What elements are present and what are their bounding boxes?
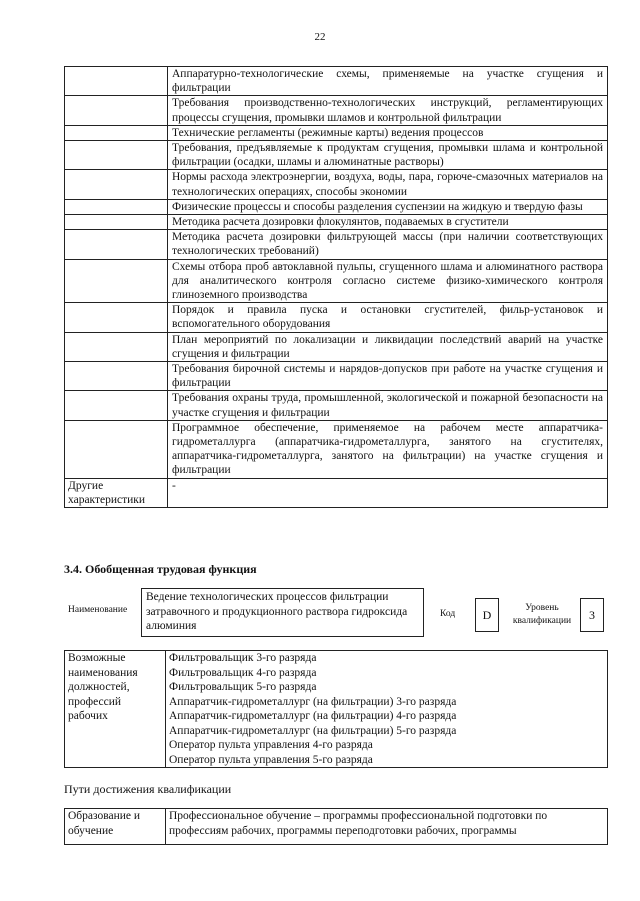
empty-cell (65, 230, 168, 259)
education-value: Профессиональное обучение – программы профессиональной подготовки по профессиям рабочих, программы переподготовки рабочих, программы (166, 809, 608, 845)
position-item: Аппаратчик-гидрометаллург (на фильтрации) 3-го разряда (169, 695, 457, 708)
empty-cell (65, 125, 168, 140)
requirements-table (64, 66, 608, 508)
table-row (65, 809, 608, 845)
code-label: Код (440, 609, 456, 619)
requirement-item: Методика расчета дозировки фильтрующей массы (при наличии соответствующих технологических требований) (168, 230, 608, 259)
education-table (64, 808, 608, 845)
requirement-item: Схемы отбора проб автоклавной пульпы, сгущенного шлама и алюминатного раствора для аналитического контроля согласно системе физико-химического контроля глиноземного производства (168, 259, 608, 303)
table-row (65, 215, 608, 230)
empty-cell (65, 199, 168, 214)
section-title: 3.4. Обобщенная трудовая функция (64, 562, 257, 576)
table-row (65, 259, 608, 303)
page-number: 22 (314, 31, 326, 43)
code-value-box: D (475, 598, 499, 632)
requirement-item: Физические процессы и способы разделения суспензии на жидкую и твердую фазы (168, 199, 608, 214)
name-label: Наименование (68, 605, 128, 615)
table-row (65, 332, 608, 361)
table-row-other (65, 478, 608, 507)
education-label: Образование и обучение (65, 809, 166, 845)
requirement-item: Требования производственно-технологических инструкций, регламентирующих процессы сгущения, промывки шламов и контрольной фильтрации (168, 96, 608, 125)
empty-cell (65, 141, 168, 170)
empty-cell (65, 215, 168, 230)
table-row (65, 141, 608, 170)
table-row (65, 96, 608, 125)
other-characteristics-label: Другие характеристики (65, 478, 168, 507)
requirement-item: Технические регламенты (режимные карты) ведения процессов (168, 125, 608, 140)
position-item: Фильтровальщик 5-го разряда (169, 681, 317, 693)
requirement-item: Порядок и правила пуска и остановки сгустителей, фильр-установок и вспомогательного оборудования (168, 303, 608, 332)
requirement-item: Требования бирочной системы и нарядов-допусков при работе на участке сгущения и фильтрации (168, 362, 608, 391)
requirement-item: Программное обеспечение, применяемое на рабочем месте аппаратчика-гидрометаллурга (аппаратчика-гидрометаллурга, занятого на сгустителях, аппаратчика-гидрометаллурга, занятого на фильтрации) на участке сгущения и фильтрации (168, 420, 608, 478)
level-value-box: 3 (580, 598, 604, 632)
empty-cell (65, 420, 168, 478)
position-item: Оператор пульта управления 4-го разряда (169, 739, 373, 751)
requirement-item: Требования, предъявляемые к продуктам сгущения, промывки шлама и контрольной фильтрации (осадки, шламы и алюминатные растворы) (168, 141, 608, 170)
position-item: Оператор пульта управления 5-го разряда (169, 753, 373, 766)
paths-title: Пути достижения квалификации (64, 782, 232, 796)
requirement-item: Требования охраны труда, промышленной, экологической и пожарной безопасности на участке сгущения и фильтрации (168, 391, 608, 420)
function-name-box: Ведение технологических процессов фильтрации затравочного и продукционного раствора гидроксида алюминия (141, 588, 424, 637)
empty-cell (65, 96, 168, 125)
position-item: Аппаратчик-гидрометаллург (на фильтрации) 4-го разряда (169, 710, 457, 722)
position-item: Фильтровальщик 4-го разряда (169, 666, 317, 679)
table-row (65, 391, 608, 420)
empty-cell (65, 303, 168, 332)
empty-cell (65, 332, 168, 361)
table-row (65, 362, 608, 391)
requirement-item: План мероприятий по локализации и ликвидации последствий аварий на участке сгущения и фильтрации (168, 332, 608, 361)
position-item: Фильтровальщик 3-го разряда (169, 652, 317, 664)
table-row (65, 125, 608, 140)
requirement-item: Аппаратурно-технологические схемы, применяемые на участке сгущения и фильтрации (168, 67, 608, 96)
requirement-item: Нормы расхода электроэнергии, воздуха, воды, пара, горюче-смазочных материалов на технологических операциях, способы экономии (168, 170, 608, 199)
table-row (65, 303, 608, 332)
other-characteristics-value: - (168, 478, 608, 507)
requirements-table-body (65, 67, 608, 479)
level-label: Уровень квалификации (512, 603, 572, 626)
table-row (65, 651, 608, 768)
table-row (65, 420, 608, 478)
table-row (65, 170, 608, 199)
empty-cell (65, 170, 168, 199)
position-item: Аппаратчик-гидрометаллург (на фильтрации) 5-го разряда (169, 724, 457, 737)
positions-table (64, 650, 608, 768)
table-row (65, 199, 608, 214)
table-row (65, 230, 608, 259)
table-row (65, 67, 608, 96)
positions-label: Возможные наименования должностей, профессий рабочих (65, 651, 166, 768)
empty-cell (65, 259, 168, 303)
requirement-item: Методика расчета дозировки флокулянтов, подаваемых в сгустители (168, 215, 608, 230)
empty-cell (65, 391, 168, 420)
empty-cell (65, 362, 168, 391)
empty-cell (65, 67, 168, 96)
positions-list (166, 651, 608, 768)
